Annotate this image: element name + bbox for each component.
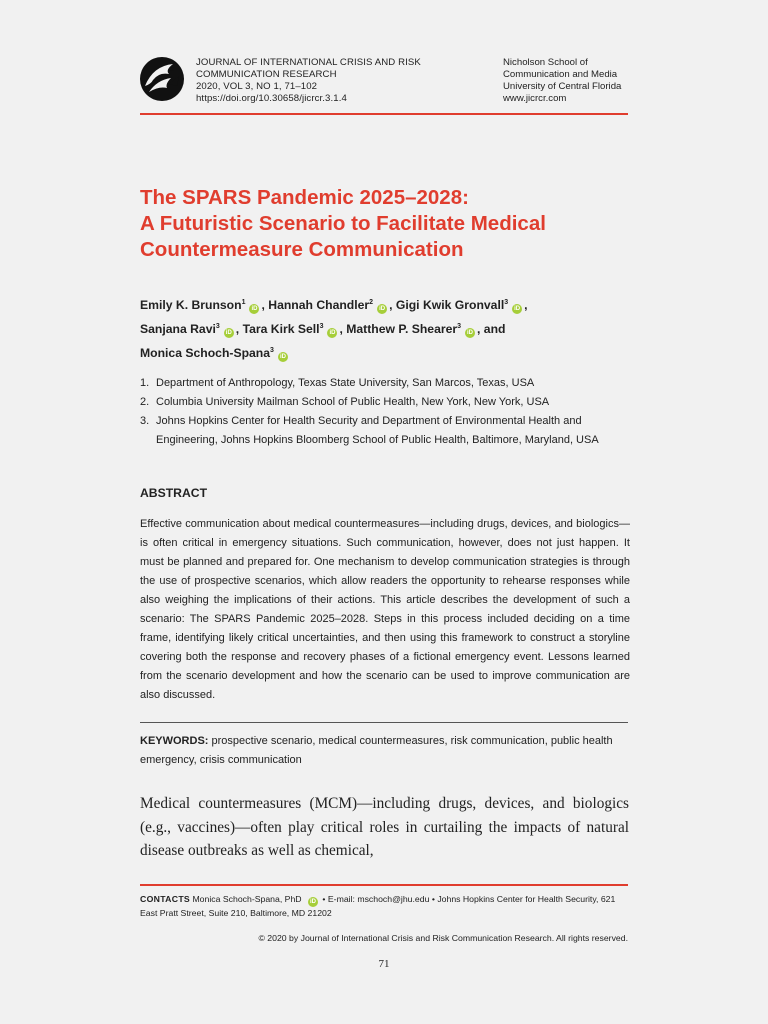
author-affil-sup: 3 — [215, 323, 220, 330]
author-line — [140, 341, 640, 365]
keywords-label: KEYWORDS: — [140, 735, 209, 747]
orcid-icon[interactable]: iD — [251, 306, 258, 312]
page-number: 71 — [378, 958, 390, 970]
title-line3: Countermeasure Communication — [140, 238, 464, 261]
contact-email-link[interactable]: E-mail: mschoch@jhu.edu — [327, 894, 430, 904]
author-affil-sup: 3 — [270, 347, 274, 354]
publisher-line1: Nicholson School of — [503, 57, 588, 68]
author-affil-sup: 3 — [319, 323, 324, 330]
contact-address: Johns Hopkins Center for Health Security, 621 East Pratt Street, Suite 210, Baltimore, MD 21202 — [140, 894, 616, 918]
author-separator: , — [339, 322, 343, 336]
title-line1: The SPARS Pandemic 2025–2028: — [140, 186, 469, 209]
affiliation-text: Columbia University Mailman School of Public Health, New York, New York, USA — [156, 396, 550, 408]
journal-volume: 2020, VOL 3, NO 1, 71–102 — [196, 81, 318, 92]
bullet-separator: • — [431, 894, 435, 904]
author-separator: , and — [477, 322, 506, 336]
affiliation-list — [140, 374, 630, 450]
author-affil-sup: 3 — [457, 323, 462, 330]
title-line2: A Futuristic Scenario to Facilitate Medical — [140, 212, 546, 235]
author-name: Matthew P. Shearer — [346, 322, 458, 336]
author-separator: , — [261, 298, 265, 312]
author-line — [140, 317, 640, 341]
journal-website-link[interactable]: www.jicrcr.com — [503, 93, 567, 104]
orcid-icon[interactable]: iD — [514, 306, 521, 312]
affiliation-text: Department of Anthropology, Texas State University, San Marcos, Texas, USA — [156, 377, 535, 389]
abstract-heading: ABSTRACT — [140, 486, 208, 500]
author-affil-sup: 1 — [241, 299, 246, 306]
affiliation-item — [140, 374, 630, 393]
affiliation-number: 2. — [140, 396, 150, 408]
journal-name-line1: JOURNAL OF INTERNATIONAL CRISIS AND RISK — [196, 57, 421, 68]
author-separator: , — [235, 322, 240, 336]
author-line — [140, 293, 640, 317]
contacts — [140, 893, 632, 920]
orcid-icon[interactable]: iD — [225, 330, 232, 336]
orcid-icon[interactable]: iD — [279, 354, 286, 360]
affiliation-item — [140, 412, 630, 450]
publisher-info — [503, 57, 621, 105]
bullet-separator: • — [322, 894, 326, 904]
author-list — [140, 293, 640, 365]
orcid-icon[interactable]: iD — [467, 330, 474, 336]
author-affil-sup: 2 — [369, 299, 374, 306]
author-name: Emily K. Brunson — [140, 298, 242, 312]
author-separator: , — [524, 298, 528, 312]
author-separator: , — [389, 298, 393, 312]
keywords — [140, 732, 630, 770]
copyright-notice: © 2020 by Journal of International Crisis and Risk Communication Research. All rights reserved. — [258, 933, 628, 943]
abstract-body: Effective communication about medical countermeasures—including drugs, devices, and biologics—is often critical in emergency situations. Such communication, however, does not just happen. It must be planned and prepared for. One mechanism to develop communication strategies is through the use of prospective scenarios, which allow readers the opportunity to rehearse responses while also weighing the implications of their actions. This article describes the development of such a scenario: The SPARS Pandemic 2025–2028. Steps in this process included deciding on a time frame, identifying likely critical uncertainties, and then using this framework to construct a storyline covering both the response and recovery phases of a fictional emergency event. Lessons learned from the scenario development and how the scenario can be used to improve communication are also discussed. — [140, 518, 630, 701]
affiliation-text: Johns Hopkins Center for Health Security and Department of Environmental Health and Engineering, Johns Hopkins Bloomberg School of Public Health, Baltimore, Maryland, USA — [156, 415, 599, 446]
orcid-icon[interactable]: iD — [310, 899, 316, 905]
author-name: Gigi Kwik Gronvall — [395, 298, 505, 312]
article-title — [140, 185, 640, 263]
header-divider — [140, 113, 628, 115]
author-name: Hannah Chandler — [268, 298, 370, 312]
publisher-line2: Communication and Media — [503, 69, 618, 80]
journal-info — [196, 57, 421, 105]
author-name: Tara Kirk Sell — [242, 322, 320, 336]
doi-link[interactable]: https://doi.org/10.30658/jicrcr.3.1.4 — [196, 93, 347, 104]
author-name: Sanjana Ravi — [140, 322, 216, 336]
author-affil-sup: 3 — [504, 299, 509, 306]
intro-paragraph: Medical countermeasures (MCM)—including drugs, devices, and biologics (e.g., vaccines)—often play critical roles in curtailing the impacts of natural disease outbreaks as well as chemical, — [140, 795, 629, 859]
author-name: Monica Schoch-Spana — [140, 346, 271, 360]
affiliation-number: 3. — [140, 415, 150, 427]
affiliation-number: 1. — [140, 377, 150, 389]
pegasus-logo-icon — [139, 56, 185, 102]
contacts-label: CONTACTS — [140, 894, 191, 904]
publisher-line3: University of Central Florida — [503, 81, 622, 92]
keywords-text: prospective scenario, medical countermeasures, risk communication, public health emergency, crisis communication — [140, 735, 613, 766]
journal-name-line2: COMMUNICATION RESEARCH — [196, 69, 337, 80]
orcid-icon[interactable]: iD — [329, 330, 336, 336]
footer-divider — [140, 884, 628, 886]
keywords-divider — [140, 722, 628, 723]
orcid-icon[interactable]: iD — [379, 306, 386, 312]
affiliation-item — [140, 393, 630, 412]
contact-name: Monica Schoch-Spana, PhD — [192, 894, 302, 904]
